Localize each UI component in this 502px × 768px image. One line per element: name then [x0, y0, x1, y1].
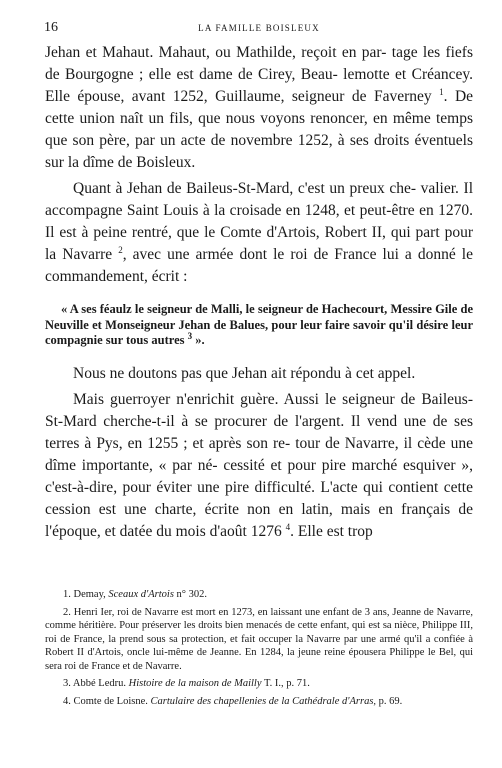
footnote-author: Demay,: [73, 589, 106, 600]
paragraph-text-continued: . De cette union naît un fils, que nous voyons renoncer, en même temps que son père, par un acte de novembre 1252, à ses droits éventuels sur la dîme de Boisleux.: [45, 88, 474, 171]
page-number: 16: [44, 20, 58, 35]
footnote-title: Cartulaire des chapellenies de la Cathédrale d'Arras,: [150, 695, 377, 707]
quotation: [45, 302, 473, 349]
page-header: [44, 20, 474, 38]
paragraph-money: [45, 389, 473, 543]
paragraph-text: Mais guerroyer n'enrichit guère. Aussi le seigneur de Baileus-St-Mard cherche-t-il à se procurer de l'argent. Il vend une de ses terres à Pys, en 1255 ; et après son re- tour de Navarre, il cède une dîme importante, « par né- cessité et pour pire marché esquiver », c'est-à-dire, pour éviter une pire difficulté. L'acte qui contient cette cession est une charte, écrite non en latin, mais en français de l'époque, et datée du mois d'août 1276: [45, 390, 473, 540]
quotation-text: « A ses féaulz le seigneur de Malli, le seigneur de Hachecourt, Messire Gile de Neuville et Monseigneur Jehan de Balues, pour leur faire savoir qu'il désire leur compagnie sur tous autres: [45, 302, 473, 348]
footnote-ref-1[interactable]: 1: [439, 86, 444, 97]
footnote-ref-2[interactable]: 2: [118, 244, 123, 255]
footnote-number: 1.: [63, 589, 71, 600]
footnote-number: 3.: [63, 678, 71, 689]
paragraph-text-continued: . Elle est trop: [290, 522, 373, 540]
footnote-2: [45, 606, 473, 674]
footnote-3: [45, 677, 473, 691]
footnote-ref-3[interactable]: 3: [187, 331, 193, 342]
footnote-1: [45, 588, 473, 602]
footnote-4: [45, 695, 473, 709]
paragraph-text: Jehan et Mahaut. Mahaut, ou Mathilde, reçoit en par- tage les fiefs de Bourgogne ; elle est dame de Cirey, Beau- lemotte et Créancey. Elle épouse, avant 1252, Guillaume, seigneur de Faverney: [45, 44, 473, 105]
footnote-author: Abbé Ledru.: [72, 678, 126, 689]
paragraph-jehan: [45, 178, 473, 288]
paragraph-text-continued: , avec une armée dont le roi de France lui a donné le commandement, écrit :: [45, 246, 473, 285]
footnote-text: Henri Ier, roi de Navarre est mort en 1273, en laissant une enfant de 3 ans, Jeanne de Navarre, comme héritière. Pour préserver les droits bien menacés de cette enfant, qui est sa nièce, Philippe III, roi de France, la prend sous sa protection, et fait occuper la Navarre par une armé qu'il a confiée à Robert II d'Artois, oncle lui-même de Jeanne. En 1284, la jeune reine épousera Philippe le Bel, qui sera roi de France et de Navarre.: [45, 606, 474, 672]
body-text: [45, 42, 473, 543]
footnote-title: Sceaux d'Artois: [108, 589, 174, 600]
paragraph-mahaut: [45, 42, 473, 174]
paragraph-text: Quant à Jehan de Baileus-St-Mard, c'est un preux che- valier. Il accompagne Saint Louis à la croisade en 1248, et peut-être en 1270. Il est à peine rentré, que le Comte d'Artois, Robert II, qui part pour la Navarre: [45, 180, 473, 263]
quotation-close: ».: [195, 333, 205, 348]
footnotes: [45, 588, 473, 712]
footnote-title: Histoire de la maison de Mailly: [128, 678, 262, 689]
paragraph-reply: Nous ne doutons pas que Jehan ait répondu à cet appel.: [73, 364, 416, 382]
footnote-ref-4[interactable]: 4: [285, 521, 291, 532]
footnote-number: 4.: [63, 695, 71, 707]
footnote-reference: T. I., p. 71.: [263, 678, 310, 689]
running-head: LA FAMILLE BOISLEUX: [198, 23, 320, 33]
footnote-author: Comte de Loisne.: [73, 695, 148, 707]
footnote-reference: p. 69.: [378, 695, 403, 707]
footnote-number: 2.: [63, 606, 71, 618]
footnote-reference: n° 302.: [176, 589, 207, 600]
